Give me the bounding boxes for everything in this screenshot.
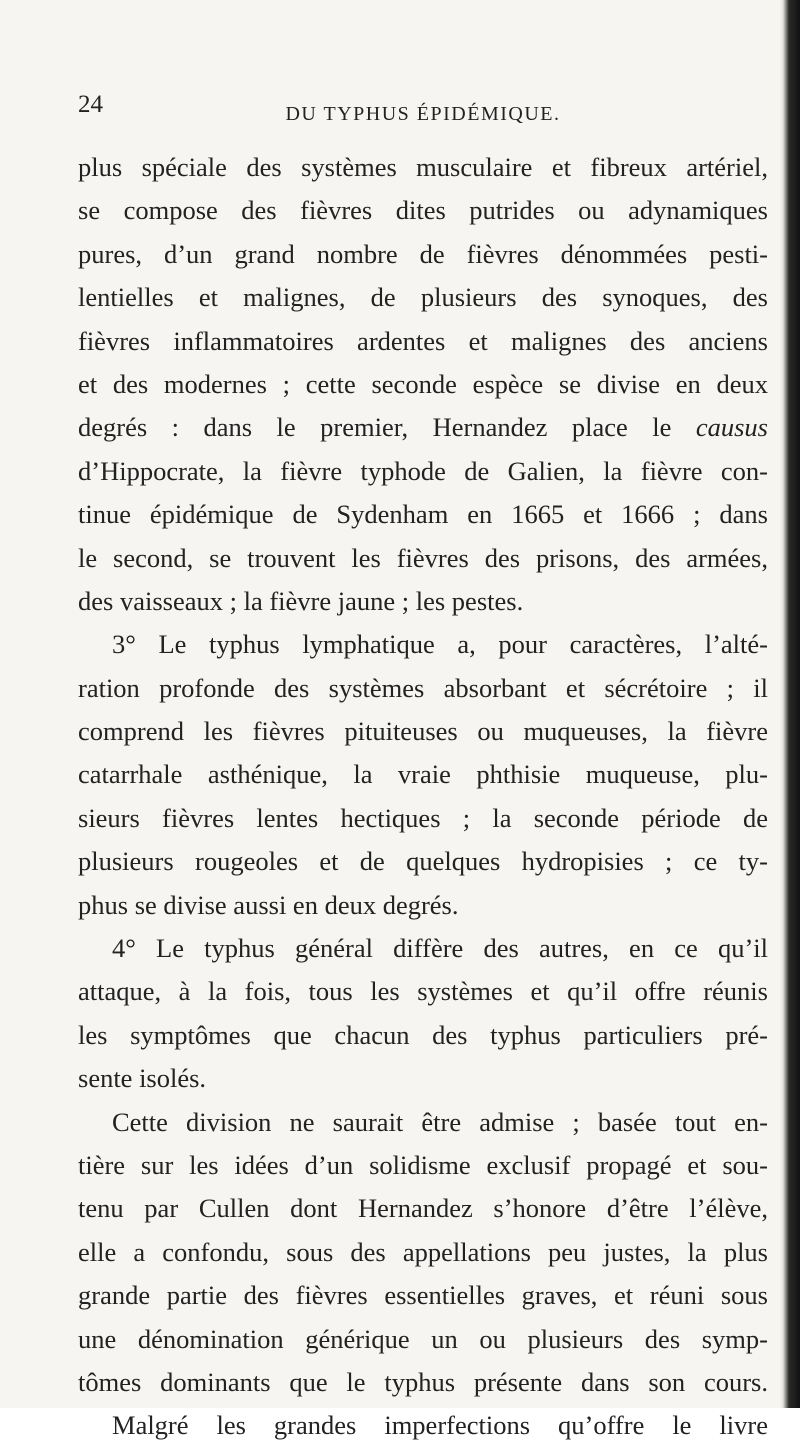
page-header (78, 91, 768, 135)
text-line: phus se divise aussi en deux degrés. (78, 889, 459, 920)
text-line: plus spéciale des systèmes musculaire et fibreux artériel, (78, 152, 768, 182)
text-line: se compose des fièvres dites putrides ou adynamiques (78, 195, 768, 226)
page-edge-shadow (780, 0, 800, 1408)
body-text (78, 146, 768, 1448)
text-line: 4° Le typhus général diffère des autres, en ce qu’il (112, 933, 768, 964)
text-line: lentielles et malignes, de plusieurs des synoques, des (78, 282, 768, 313)
text-line: comprend les fièvres pituiteuses ou muqueuses, la fièvre (78, 716, 768, 747)
text-line: sente isolés. (78, 1063, 207, 1094)
text-line: Cette division ne saurait être admise ; basée tout en- (112, 1106, 768, 1137)
text-line: des vaisseaux ; la fièvre jaune ; les pestes. (78, 585, 524, 616)
text-line: les symptômes que chacun des typhus particuliers pré- (78, 1019, 768, 1050)
text-line: d’Hippocrate, la fièvre typhode de Galien, la fièvre con- (78, 455, 768, 486)
text-line: attaque, à la fois, tous les systèmes et qu’il offre réunis (78, 976, 768, 1007)
text-line: tômes dominants que le typhus présente dans son cours. (78, 1366, 768, 1397)
text-line: sieurs fièvres lentes hectiques ; la seconde période de (78, 802, 768, 833)
text-line: tinue épidémique de Sydenham en 1665 et 1666 ; dans (78, 499, 768, 530)
text-line: 3° Le typhus lymphatique a, pour caractères, l’alté- (112, 629, 768, 660)
text-line: et des modernes ; cette seconde espèce se divise en deux (78, 368, 768, 399)
text-line: pures, d’un grand nombre de fièvres dénommées pesti- (78, 238, 768, 269)
text-line: elle a confondu, sous des appellations peu justes, la plus (78, 1236, 768, 1267)
text-line: tière sur les idées d’un solidisme exclusif propagé et sou- (78, 1149, 768, 1180)
text-line (78, 406, 768, 449)
italic-term: causus (695, 412, 768, 443)
text-line: grande partie des fièvres essentielles graves, et réuni sous (78, 1280, 768, 1311)
text-line: Malgré les grandes imperfections qu’offre le livre (112, 1410, 768, 1441)
text-line: catarrhale asthénique, la vraie phthisie muqueuse, plu- (78, 759, 768, 790)
text-line: ration profonde des systèmes absorbant et sécrétoire ; il (78, 672, 768, 703)
text-line: le second, se trouvent les fièvres des prisons, des armées, (78, 542, 768, 573)
text-line: tenu par Cullen dont Hernandez s’honore d’être l’élève, (78, 1193, 768, 1224)
text-line: plusieurs rougeoles et de quelques hydropisies ; ce ty- (78, 846, 768, 877)
text-line: une dénomination générique un ou plusieurs des symp- (78, 1323, 768, 1354)
text-line: fièvres inflammatoires ardentes et malignes des anciens (78, 325, 768, 356)
page-number: 24 (78, 91, 103, 118)
running-head: DU TYPHUS ÉPIDÉMIQUE. (285, 103, 561, 125)
text-segment: degrés : dans le premier, Hernandez place le (78, 412, 696, 443)
